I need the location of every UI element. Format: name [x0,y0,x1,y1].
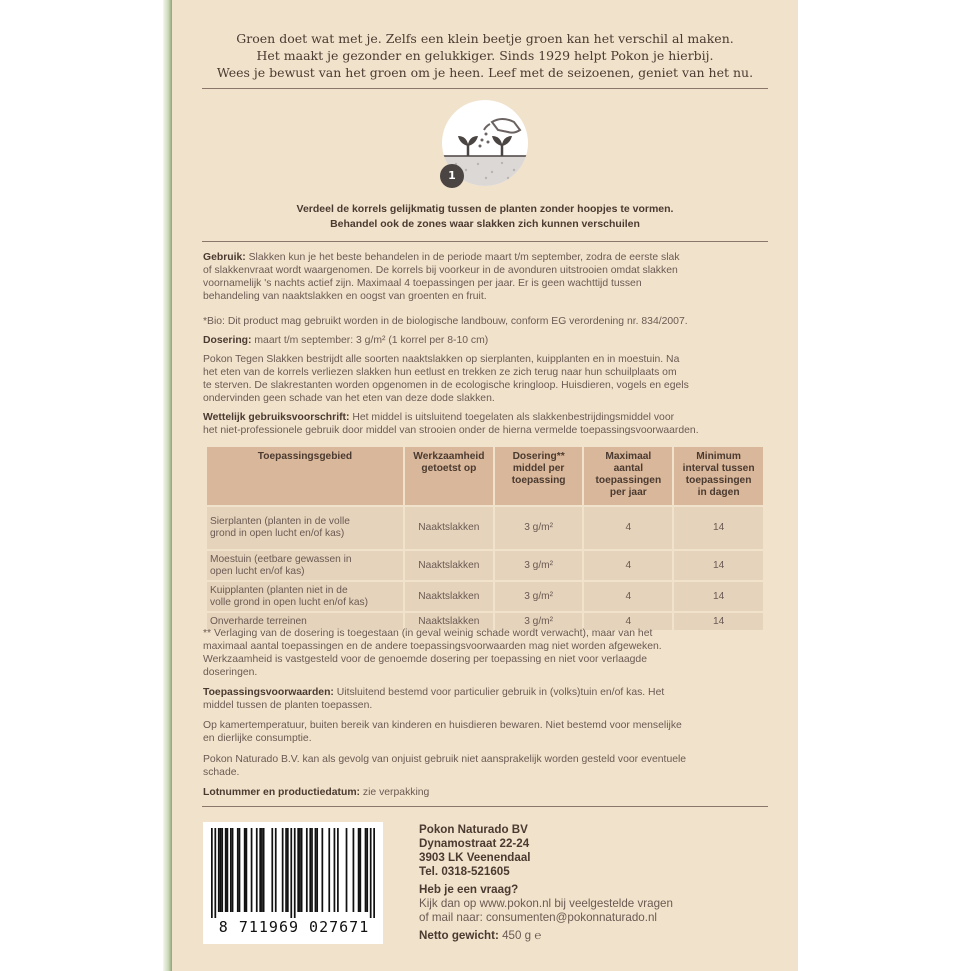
table-cell-max: 4 [583,506,673,550]
footnote-line: Werkzaamheid is vastgesteld voor de genoemde dosering per toepassing en niet voor verlaagde [203,654,647,665]
table-cell-max: 4 [583,550,673,581]
usage-text: voornamelijk 's nachts actief zijn. Maximaal 4 toepassingen per jaar. Er is geen wachttijd tussen [203,278,642,289]
step-line: Behandel ook de zones waar slakken zich kunnen verschuilen [330,218,640,230]
barcode-bar [230,828,232,912]
description-line: het eten van de korrels verliezen slakken hun eetlust en trekken ze zich terug naar hun schuilplaats om [203,367,677,378]
barcode-bar [221,828,223,912]
step-illustration [442,100,528,186]
barcode-bar [237,828,239,912]
liability-line: schade. [203,767,240,778]
table-row [206,506,764,550]
barcode-bar [287,828,289,912]
barcode-bar [366,828,368,912]
barcode-bar [290,828,292,918]
usage-text: behandeling van naaktslakken en oogst van groenten en fruit. [203,291,487,302]
barcode-bar [271,828,273,912]
barcode-bar [220,828,222,912]
barcode [203,822,383,944]
product-description [203,353,769,405]
intro-text [172,30,798,81]
barcode-bar [225,828,227,912]
storage-line: en dierlijke consumptie. [203,733,312,744]
table-cell-dose: 3 g/m² [494,550,584,581]
barcode-bar [218,828,220,912]
barcode-bar [316,828,318,912]
application-table [205,445,765,632]
question-title: Heb je een vraag? [419,883,519,896]
company-phone: Tel. 0318-521605 [419,865,510,878]
usage-section [203,251,769,303]
intro-line: Groen doet wat met je. Zelfs een klein beetje groen kan het verschil al maken. [236,31,734,46]
barcode-bar [275,828,277,912]
table-cell-interval: 14 [673,581,764,612]
table-cell-pest: Naaktslakken [404,612,494,631]
storage-note [203,719,769,745]
barcode-bar [306,828,308,912]
table-cell-interval: 14 [673,550,764,581]
barcode-bar [370,828,372,918]
legal-text: het niet-professionele gebruik door middel van strooien onder de hierna vermelde toepassingsvoorwaarden. [203,425,699,436]
conditions-label: Toepassingsvoorwaarden: [203,687,334,698]
barcode-bar [321,828,323,912]
intro-line: Wees je bewust van het groen om je heen. Leef met de seizoenen, geniet van het nu. [216,65,754,80]
barcode-bar [239,828,241,912]
footnote-line: doseringen. [203,667,258,678]
barcode-bar [251,828,253,912]
table-cell-dose: 3 g/m² [494,581,584,612]
company-city: 3903 LK Veenendaal [419,851,531,864]
barcode-bar [334,828,336,912]
liability-note [203,753,769,779]
step-line: Verdeel de korrels gelijkmatig tussen de planten zonder hoopjes te vormen. [296,203,674,215]
barcode-bar [294,828,296,918]
barcode-bar [232,828,234,912]
page-margin [0,0,172,971]
table-header: Maximaal aantal toepassingen per jaar [583,446,673,506]
step-number-badge: 1 [440,164,464,188]
barcode-bar [256,828,258,912]
barcode-bar [359,828,361,912]
barcode-bar [211,828,213,918]
table-header-row [206,446,764,506]
table-cell-area: Sierplanten (planten in de volle grond in open lucht en/of kas) [206,506,404,550]
barcode-bar [365,828,367,912]
table-cell-dose: 3 g/m² [494,506,584,550]
dosage-label: Dosering: [203,335,252,346]
barcode-bar [311,828,313,912]
barcode-bar [337,828,339,912]
step-instruction [172,202,798,232]
company-street: Dynamostraat 22-24 [419,837,530,850]
footnote-line: maximaal aantal toepassingen en de andere toepassingsvoorwaarden mag niet worden afgeweken. [203,641,662,652]
description-line: Pokon Tegen Slakken bestrijdt alle soorten naaktslakken op sierplanten, kuipplanten en in moestuin. Na [203,354,680,365]
barcode-bar [282,828,284,912]
divider [202,88,768,89]
description-line: ondervinden geen schade van het eten van deze dode slakken. [203,393,495,404]
weight-label: Netto gewicht: [419,929,499,942]
storage-line: Op kamertemperatuur, buiten bereik van kinderen en huisdieren bewaren. Niet bestemd voor menselijke [203,720,682,731]
legal-label: Wettelijk gebruiksvoorschrift: [203,412,350,423]
barcode-bar [297,828,299,912]
barcode-bar [259,828,261,912]
usage-text: Slakken kun je het beste behandelen in de periode maart t/m september, zodra de eerste slak [245,252,680,263]
barcode-bar [353,828,355,912]
barcode-bar [214,828,216,918]
table-header: Toepassingsgebied [206,446,404,506]
barcode-bar [227,828,229,912]
dosage-footnote [203,627,769,679]
conditions-text: middel tussen de planten toepassen. [203,700,373,711]
question-line: Kijk dan op www.pokon.nl bij veelgestelde vragen [419,897,673,910]
barcode-bar [358,828,360,912]
table-cell-pest: Naaktslakken [404,581,494,612]
company-name: Pokon Naturado BV [419,823,528,836]
barcode-bar [328,828,330,912]
bio-text: *Bio: Dit product mag gebruikt worden in de biologische landbouw, conform EG verordening nr. 834/2007. [203,316,688,327]
label-panel [172,0,798,971]
table-header: Werkzaamheid getoetst op [404,446,494,506]
table-cell-area: Kuipplanten (planten niet in de volle grond in open lucht en/of kas) [206,581,404,612]
barcode-bar [346,828,348,912]
table-cell-area: Onverharde terreinen [206,612,404,631]
divider [202,241,768,242]
question-line: of mail naar: consumenten@pokonnaturado.nl [419,911,657,924]
table-cell-max: 4 [583,581,673,612]
barcode-bar [315,828,317,912]
barcode-bar [246,828,248,912]
legal-text: Het middel is uitsluitend toegelaten als slakkenbestrijdingsmiddel voor [349,412,675,423]
table-header: Dosering** middel per toepassing [494,446,584,506]
dosage-text: maart t/m september: 3 g/m² (1 korrel per 8-10 cm) [251,335,489,346]
intro-line: Het maakt je gezonder en gelukkiger. Sinds 1929 helpt Pokon je hierbij. [256,48,714,63]
liability-line: Pokon Naturado B.V. kan als gevolg van onjuist gebruik niet aansprakelijk worden gesteld voor eventuele [203,754,687,765]
lot-section [203,786,769,799]
lot-text: zie verpakking [360,787,430,798]
usage-label: Gebruik: [203,252,246,263]
usage-text: of slakkenvraat wordt waargenomen. De korrels bij voorkeur in de avonduren uitstrooien omdat slakken [203,265,678,276]
table-cell-interval: 14 [673,612,764,631]
barcode-bar [263,828,265,912]
table-cell-max: 4 [583,612,673,631]
table-row [206,581,764,612]
barcode-bar [285,828,287,912]
divider [202,806,768,807]
footnote-line: ** Verlaging van de dosering is toegestaan (in geval weinig schade wordt verwacht), maar van het [203,628,653,639]
barcode-bar [244,828,246,912]
table-row [206,550,764,581]
barcode-bar [373,828,375,918]
table-header: Minimum interval tussen toepassingen in dagen [673,446,764,506]
table-cell-interval: 14 [673,506,764,550]
conditions-text: Uitsluitend bestemd voor particulier gebruik in (volks)tuin en/of kas. Het [333,687,665,698]
table-cell-area: Moestuin (eetbare gewassen in open lucht en/of kas) [206,550,404,581]
lot-label: Lotnummer en productiedatum: [203,787,361,798]
description-line: te sterven. De slakrestanten worden opgenomen in de ecologische kringloop. Huisdieren, vogels en egels [203,380,689,391]
conditions-section [203,686,769,712]
barcode-bars [211,828,375,918]
company-info [419,823,673,943]
legal-section [203,411,769,437]
barcode-bar [309,828,311,912]
table-cell-pest: Naaktslakken [404,506,494,550]
barcode-bar [261,828,263,912]
dosage-section [203,334,769,347]
barcode-number: 8 711969 027671 [218,918,370,936]
table-cell-dose: 3 g/m² [494,612,584,631]
barcode-bar [301,828,303,912]
weight-value: 450 g ℮ [498,929,542,942]
table-cell-pest: Naaktslakken [404,550,494,581]
barcode-bar [299,828,301,912]
side-strip [163,0,172,971]
bio-note [203,315,769,328]
